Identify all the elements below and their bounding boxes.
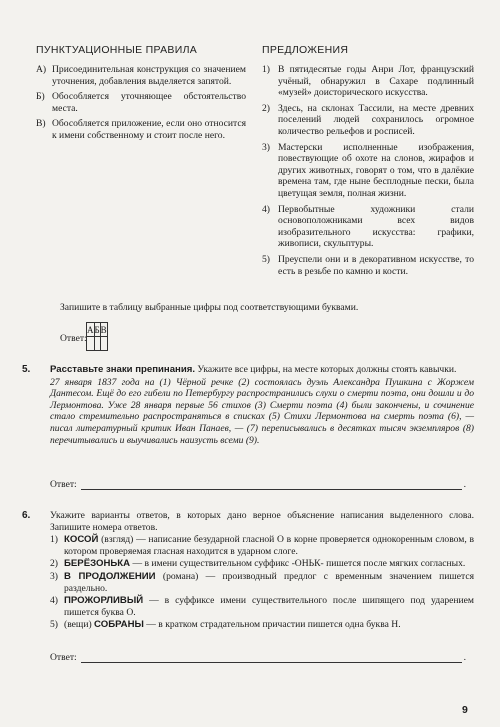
- task-number: 5.: [22, 364, 31, 375]
- highlighted-word: БЕРЁЗОНЬКА: [64, 558, 131, 570]
- highlighted-word: В ПРОДОЛЖЕНИИ: [64, 570, 156, 582]
- highlighted-word: КОСОЙ: [64, 534, 99, 546]
- page-number: 9: [462, 704, 468, 716]
- answer-header-v: В: [100, 324, 107, 335]
- answer-cell-v[interactable]: [100, 337, 107, 351]
- task-6: [22, 510, 474, 631]
- answer-table: [86, 322, 108, 351]
- answer-field[interactable]: [81, 653, 462, 663]
- answer-label: Ответ:: [60, 333, 87, 344]
- option-item: 3) В ПРОДОЛЖЕНИИ (романа) — производный предлог с временным значением пишется раздельно.: [50, 570, 474, 594]
- rule-item: В) Обособляется приложение, если оно относится к имени собственному и стоит после него.: [36, 118, 246, 141]
- sentence-item: 1) В пятидесятые годы Анри Лот, французский учёный, обнаружил в Сахаре подлинный «музей» доисторического искусства.: [262, 64, 474, 99]
- rules-list: [36, 64, 246, 146]
- task-passage: 27 января 1837 года на (1) Чёрной речке (2) состоялась дуэль Александра Пушкина с Жоржем Дантесом. Ещё до его гибели по Петербургу распространились слухи о смерти поэта, они дошли и до Лермонтова. Уже 28 января первые 56 стихов (3) Смерти поэта (4) были закончены, и сочинение стало стремительно распространяться в списках (5) Стихи Лермонтова на смерть поэта (6), — писал литературный критик Иван Панаев, — (7) переписывались в десятках тысяч экземпляров (8) перечитывались и выучивались наизусть всеми (9).: [50, 376, 474, 446]
- task-prompt: Укажите все цифры, на месте которых должны стоять кавычки.: [195, 364, 457, 375]
- option-item: 5) (вещи) СОБРАНЫ — в кратком страдательном причастии пишется одна буква Н.: [50, 619, 401, 631]
- answer-header-b: Б: [94, 324, 100, 335]
- option-item: 1) КОСОЙ (взгляд) — написание безударной гласной О в корне проверяется однокоренным словом, в котором проверяемая гласная находится в ударном слоге.: [50, 534, 474, 557]
- sentences-heading: ПРЕДЛОЖЕНИЯ: [262, 44, 349, 56]
- highlighted-word: СОБРАНЫ: [94, 619, 144, 631]
- answer-header-a: А: [87, 324, 94, 335]
- highlighted-word: ПРОЖОРЛИВЫЙ: [64, 595, 144, 607]
- rule-item: Б) Обособляется уточняющее обстоятельство места.: [36, 91, 246, 114]
- option-item: 2) БЕРЁЗОНЬКА — в имени существительном суффикс -ОНЬК- пишется после мягких согласных.: [50, 558, 466, 570]
- sentence-item: 3) Мастерски исполненные изображения, повествующие об охоте на слонов, жирафов и других животных, говорят о том, что в далёкие времена там, где ныне бесплодные пески, была цветущая земля, полная жизни.: [262, 141, 474, 199]
- option-item: 4) ПРОЖОРЛИВЫЙ — в суффиксе имени существительного после шипящего под ударением пишется буква О.: [50, 595, 474, 618]
- rule-item: А) Присоединительная конструкция со значением уточнения, добавления выделяется запятой.: [36, 64, 246, 87]
- task-title: Расставьте знаки препинания.: [50, 364, 195, 375]
- sentence-item: 4) Первобытные художники стали основоположниками всех видов изобразительного искусства: графики, живописи, скульптуры.: [262, 203, 474, 250]
- answer-field[interactable]: [81, 480, 462, 490]
- rules-heading: ПУНКТУАЦИОННЫЕ ПРАВИЛА: [36, 44, 198, 56]
- answer-cell-a[interactable]: [87, 337, 95, 351]
- sentence-item: 2) Здесь, на склонах Тассили, на месте древних поселений людей сохранилось огромное количество рельефов и росписей.: [262, 102, 474, 137]
- sentences-list: [262, 64, 474, 281]
- task-5-answer[interactable]: Ответ: .: [50, 479, 466, 490]
- answer-label: Ответ:: [50, 479, 77, 490]
- answer-label: Ответ:: [50, 652, 77, 663]
- task-number: 6.: [22, 510, 31, 521]
- task-5: [22, 364, 474, 446]
- task-6-answer[interactable]: Ответ: .: [50, 652, 466, 663]
- table-instruction: Запишите в таблицу выбранные цифры под соответствующими буквами.: [60, 302, 359, 313]
- sentence-item: 5) Преуспели они и в декоративном искусстве, то есть в резьбе по камню и кости.: [262, 253, 474, 277]
- task-prompt: Укажите варианты ответов, в которых дано верное объяснение написания выделенного слова. Запишите номера ответов.: [50, 510, 474, 533]
